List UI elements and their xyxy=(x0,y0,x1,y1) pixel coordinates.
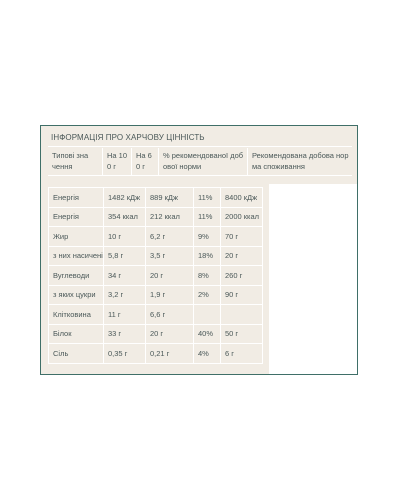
nutrient-name: Енергія xyxy=(49,207,104,227)
daily-value-percent: 8% xyxy=(194,266,221,286)
recommended-intake: 70 г xyxy=(221,227,263,247)
panel-title: ІНФОРМАЦІЯ ПРО ХАРЧОВУ ЦІННІСТЬ xyxy=(51,133,205,142)
table-row xyxy=(49,324,263,344)
value-per-60g: 889 кДж xyxy=(146,188,194,208)
value-per-60g: 0,21 г xyxy=(146,344,194,364)
value-per-60g: 3,5 г xyxy=(146,246,194,266)
header-daily-value-percent: % рекомендованої доб ової норми xyxy=(163,151,244,171)
value-per-60g: 20 г xyxy=(146,266,194,286)
nutrient-name: з них насичені xyxy=(49,246,104,266)
nutrient-name: Жир xyxy=(49,227,104,247)
value-per-60g: 20 г xyxy=(146,324,194,344)
nutrient-name: Енергія xyxy=(49,188,104,208)
recommended-intake: 2000 ккал xyxy=(221,207,263,227)
daily-value-percent: 2% xyxy=(194,285,221,305)
header-divider xyxy=(48,175,352,176)
recommended-intake: 8400 кДж xyxy=(221,188,263,208)
value-per-100g: 5,8 г xyxy=(104,246,146,266)
daily-value-percent xyxy=(194,305,221,325)
value-per-60g: 6,6 г xyxy=(146,305,194,325)
daily-value-percent: 40% xyxy=(194,324,221,344)
nutrition-info-panel xyxy=(40,125,358,375)
header-per-100g: На 10 0 г xyxy=(107,151,128,171)
table-row xyxy=(49,188,263,208)
value-per-100g: 354 ккал xyxy=(104,207,146,227)
daily-value-percent: 9% xyxy=(194,227,221,247)
table-row xyxy=(49,285,263,305)
table-row xyxy=(49,344,263,364)
nutrient-name: Білок xyxy=(49,324,104,344)
table-row xyxy=(49,266,263,286)
recommended-intake: 50 г xyxy=(221,324,263,344)
header-typical-values: Типові зна чення xyxy=(52,151,89,171)
nutrient-name: Клітковина xyxy=(49,305,104,325)
recommended-intake: 20 г xyxy=(221,246,263,266)
daily-value-percent: 18% xyxy=(194,246,221,266)
recommended-intake: 90 г xyxy=(221,285,263,305)
recommended-intake: 6 г xyxy=(221,344,263,364)
nutrient-name: Сіль xyxy=(49,344,104,364)
nutrition-table xyxy=(48,187,263,364)
daily-value-percent: 11% xyxy=(194,188,221,208)
value-per-100g: 11 г xyxy=(104,305,146,325)
panel-blank-area xyxy=(269,184,357,374)
nutrient-name: з яких цукри xyxy=(49,285,104,305)
recommended-intake: 260 г xyxy=(221,266,263,286)
table-row xyxy=(49,227,263,247)
value-per-100g: 3,2 г xyxy=(104,285,146,305)
table-row xyxy=(49,305,263,325)
header-recommended-intake: Рекомендована добова нор ма споживання xyxy=(252,151,349,171)
value-per-100g: 34 г xyxy=(104,266,146,286)
daily-value-percent: 4% xyxy=(194,344,221,364)
value-per-60g: 6,2 г xyxy=(146,227,194,247)
value-per-100g: 1482 кДж xyxy=(104,188,146,208)
header-per-60g: На 6 0 г xyxy=(136,151,152,171)
nutrient-name: Вуглеводи xyxy=(49,266,104,286)
daily-value-percent: 11% xyxy=(194,207,221,227)
title-divider xyxy=(48,146,352,147)
value-per-100g: 10 г xyxy=(104,227,146,247)
value-per-60g: 1,9 г xyxy=(146,285,194,305)
value-per-100g: 0,35 г xyxy=(104,344,146,364)
value-per-60g: 212 ккал xyxy=(146,207,194,227)
recommended-intake xyxy=(221,305,263,325)
table-row xyxy=(49,246,263,266)
table-row xyxy=(49,207,263,227)
value-per-100g: 33 г xyxy=(104,324,146,344)
